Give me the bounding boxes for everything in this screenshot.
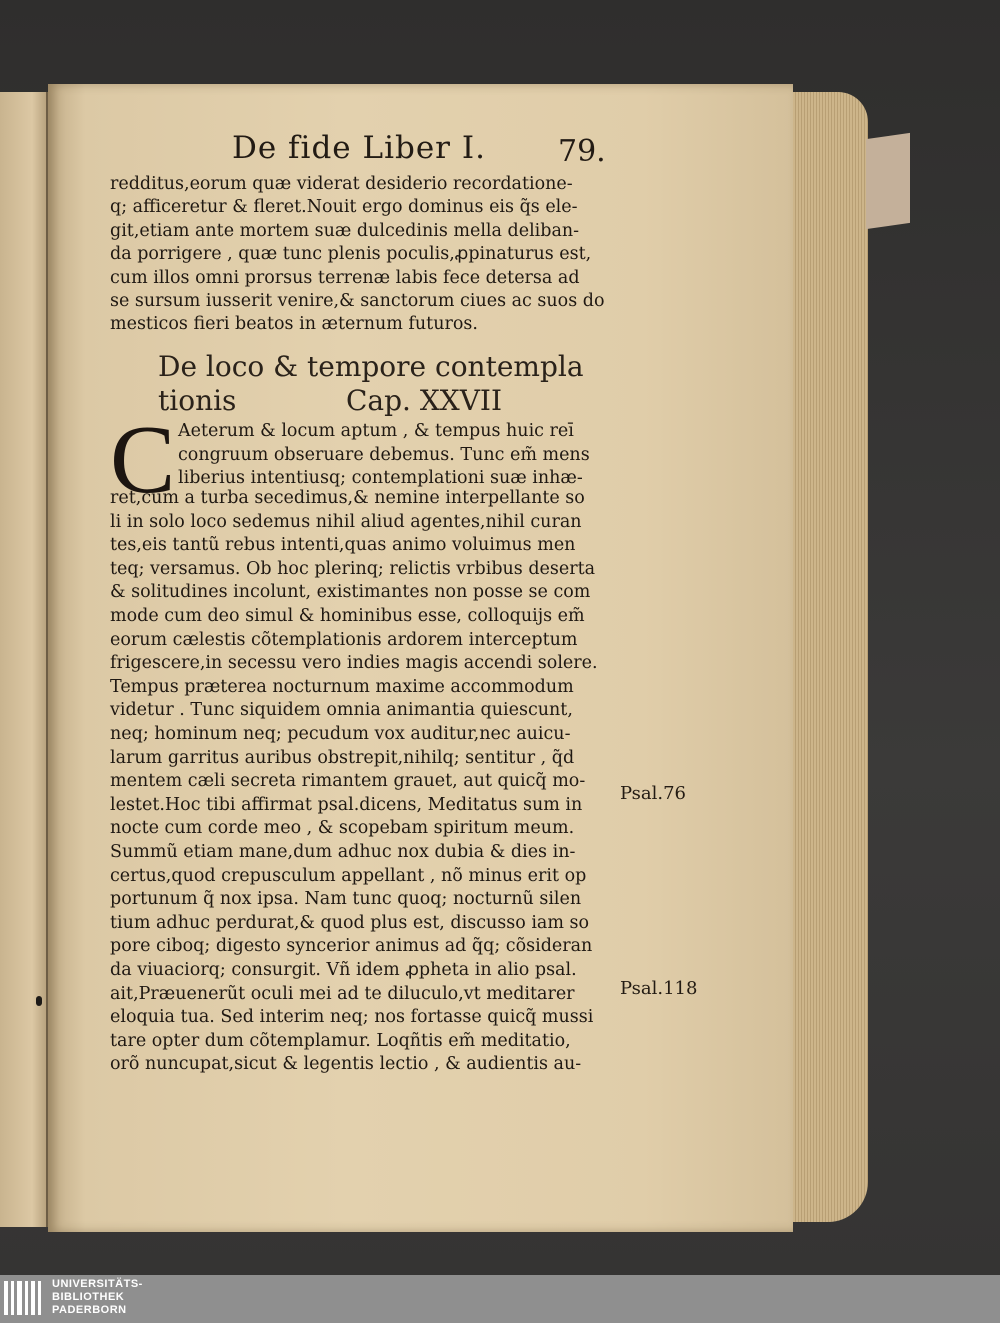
text-line: eloquia tua. Sed interim neq; nos fortasse quicq̃ mussi	[110, 1007, 594, 1028]
text-line: videtur . Tunc siquidem omnia animantia quiescunt,	[110, 700, 573, 721]
text-line: ait,Præuenerũt oculi mei ad te diluculo,vt meditarer	[110, 983, 575, 1004]
drop-cap-initial: C	[110, 406, 176, 514]
text-line: & solitudines incolunt, existimantes non posse se com	[110, 582, 591, 603]
text-line: tes,eis tantũ rebus intenti,quas animo voluimus men	[110, 535, 576, 556]
margin-note-psalm-118: Psal.118	[620, 978, 698, 999]
text-line: teq; versamus. Ob hoc plerinq; relictis vrbibus deserta	[110, 558, 596, 579]
page-edges	[790, 92, 868, 1222]
chapter-title-line-2a: tionis	[158, 384, 237, 417]
text-line: pore ciboq; digesto syncerior animus ad q̃q; cõsideran	[110, 936, 593, 957]
text-line: lestet.Hoc tibi affirmat psal.dicens, Meditatus sum in	[110, 794, 583, 815]
text-line: orõ nuncupat,sicut & legentis lectio , & audientis au-	[110, 1054, 582, 1075]
text-line: redditus,eorum quæ viderat desiderio recordatione-	[110, 174, 573, 194]
text-line: git,etiam ante mortem suæ dulcedinis mella deliban-	[110, 220, 580, 241]
text-line: q; afficeretur & fleret.Nouit ergo dominus eis q̃s ele-	[110, 197, 578, 218]
text-line: Aeterum & locum aptum , & tempus huic reī	[178, 421, 574, 441]
footer-line-1: UNIVERSITÄTS-	[52, 1278, 143, 1290]
text-line: da viuaciorq; consurgit. Vñ idem ꝓpheta in alio psal.	[110, 960, 577, 980]
text-line: neq; hominum neq; pecudum vox auditur,nec auicu-	[110, 724, 571, 744]
chapter-title-line-1: De loco & tempore contempla	[158, 350, 584, 383]
text-line: Tempus præterea nocturnum maxime accommodum	[110, 676, 574, 697]
binding-mark	[36, 996, 42, 1006]
text-line: tium adhuc perdurat,& quod plus est, discusso iam so	[110, 912, 590, 933]
text-line: mentem cæli secreta rimantem grauet, aut quicq̃ mo-	[110, 771, 586, 792]
library-footer	[0, 1275, 1000, 1323]
text-line: liberius intentiusq; contemplationi suæ inhæ-	[178, 468, 583, 489]
text-line: se sursum iusserit venire,& sanctorum ciues ac suos do	[110, 291, 605, 311]
text-line: portunum q̃ nox ipsa. Nam tunc quoq; nocturnũ silen	[110, 889, 582, 910]
footer-line-3: PADERBORN	[52, 1304, 127, 1316]
text-line: larum garritus auribus obstrepit,nihilq; sentitur , q̃d	[110, 747, 575, 768]
text-line: mode cum deo simul & hominibus esse, colloquijs em̃	[110, 606, 585, 626]
text-line: certus,quod crepusculum appellant , nõ minus erit op	[110, 865, 587, 886]
text-line: mesticos fieri beatos in æternum futuros.	[110, 314, 478, 335]
running-header: De fide Liber I.	[232, 130, 486, 166]
text-line: congruum obseruare debemus. Tunc em̃ mens	[178, 444, 590, 465]
footer-line-2: BIBLIOTHEK	[52, 1291, 125, 1303]
margin-note-psalm-76: Psal.76	[620, 783, 686, 804]
library-logo-icon	[4, 1281, 44, 1315]
left-page-edge	[0, 92, 48, 1227]
text-line: ret,cum a turba secedimus,& nemine interpellante so	[110, 488, 585, 508]
text-line: cum illos omni prorsus terrenæ labis fece detersa ad	[110, 267, 580, 288]
chapter-title-line-2b: Cap. XXVII	[346, 384, 503, 417]
page-number: 79.	[558, 134, 606, 169]
text-line: Summũ etiam mane,dum adhuc nox dubia & dies in-	[110, 842, 576, 862]
text-line: nocte cum corde meo , & scopebam spiritum meum.	[110, 818, 575, 839]
paper-flap	[866, 133, 910, 229]
text-line: da porrigere , quæ tunc plenis poculis,ꝓpinaturus est,	[110, 244, 592, 265]
text-line: frigescere,in secessu vero indies magis accendi solere.	[110, 653, 598, 674]
text-line: li in solo loco sedemus nihil aliud agentes,nihil curan	[110, 511, 582, 532]
text-line: eorum cælestis cõtemplationis ardorem interceptum	[110, 629, 578, 650]
text-line: tare opter dum cõtemplamur. Loqñtis em̃ meditatio,	[110, 1030, 571, 1051]
